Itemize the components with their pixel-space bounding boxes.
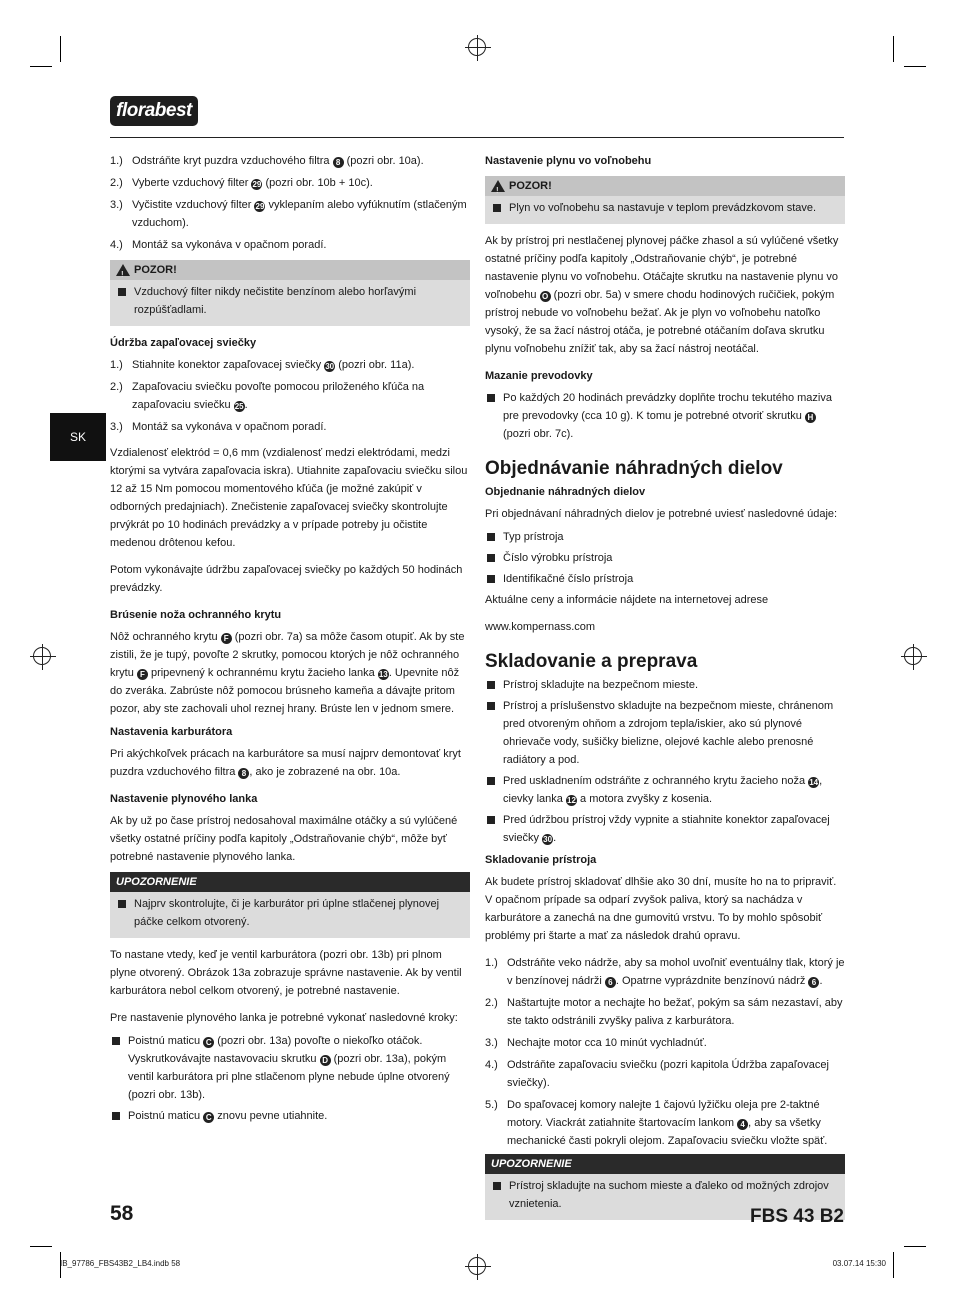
bullet-icon bbox=[112, 1112, 120, 1120]
print-date: 03.07.14 15:30 bbox=[832, 1259, 886, 1268]
note-box: UPOZORNENIE Prístroj skladujte na suchom mieste a ďaleko od možných zdrojov vznietenia. bbox=[485, 1154, 845, 1220]
paragraph: Nôž ochranného krytu F (pozri obr. 7a) sa môže časom otupiť. Ak by ste zistili, že je tupý, povoľte 2 skrutky, pomocou ktorých je nôž ochranného krytu F pripevnený k ochrannému krytu žacieho lanka 13. Upevnite nôž do zveráka. Zabrúste nôž pomocou brúsneho kameňa a dávajte pritom pozor, aby ste zachovali uhol reznej hrany. Brúste len v jednom smere. bbox=[110, 631, 465, 715]
bullet-icon bbox=[487, 777, 495, 785]
registration-mark-icon bbox=[468, 1257, 486, 1275]
warning-box: ! POZOR! Vzduchový filter nikdy nečistite benzínom alebo horľavými rozpúšťadlami. bbox=[110, 260, 470, 326]
bullet-icon bbox=[487, 394, 495, 402]
registration-mark-icon bbox=[33, 647, 51, 665]
bullet-item: Po každých 20 hodinách prevádzky doplňte trochu tekutého maziva pre prevodovky (cca 10 g). K tomu je potrebné otvoriť skrutku H (pozri obr. 7c). bbox=[485, 389, 845, 443]
step: 1.) Odstráňte kryt puzdra vzduchového filtra 8 (pozri obr. 10a). bbox=[110, 155, 424, 167]
section-heading: Skladovanie prístroja bbox=[485, 854, 597, 866]
registration-mark-icon bbox=[904, 647, 922, 665]
paragraph: Pre nastavenie plynového lanka je potrebné vykonať nasledovné kroky: bbox=[110, 1012, 458, 1024]
registration-mark-icon bbox=[468, 38, 486, 56]
bullet-item: Prístroj skladujte na bezpečnom mieste. bbox=[485, 676, 845, 694]
section-heading: Objednanie náhradných dielov bbox=[485, 486, 646, 498]
paragraph: Aktuálne ceny a informácie nájdete na internetovej adrese bbox=[485, 594, 769, 606]
chapter-heading: Skladovanie a preprava bbox=[485, 651, 698, 672]
section-heading: Údržba zapaľovacej sviečky bbox=[110, 337, 257, 349]
note-box: UPOZORNENIE Najprv skontrolujte, či je karburátor pri úplne stlačenej plynovej páčke celkom otvorený. bbox=[110, 872, 470, 938]
warning-icon bbox=[491, 180, 505, 192]
bullet-item: Typ prístroja bbox=[485, 528, 845, 546]
paragraph: Pri objednávaní náhradných dielov je potrebné uviesť nasledovné údaje: bbox=[485, 508, 838, 520]
section-heading: Nastavenie plynového lanka bbox=[110, 793, 258, 805]
bullet-icon bbox=[487, 533, 495, 541]
left-column: 1.) Odstráňte kryt puzdra vzduchového filtra 8 (pozri obr. 10a). 2.) Vyberte vzduchový filter 29 (pozri obr. 10b + 10c). 3.) Vyčistite vzduchový filter 29 vyklepaním alebo vyfúknutím (stlačeným vzduchom). 4.) Montáž sa vykonáva v opačnom poradí. ! POZOR! Vzduchový filter nikdy nečistite benzínom alebo horľavými rozpúšťadlami. Údržba zapaľovacej sviečky 1.) Stiahnite konektor zapaľovacej sviečky 30 (pozri obr. 11a). 2.) Zapaľovaciu sviečku povoľte pomocou priloženého kľúča na zapaľovaciu sviečku 25. 3.) Montáž sa vykonáva v opačnom poradí. Vzdialenosť elektród = 0,6 mm (vzdialenosť medzi elektródami, medzi ktorými sa vytvára zapaľovacia iskra). Utiahnite zapaľovaciu sviečku silou 12 až 15 Nm pomocou momentového kľúča (je možné zakúpiť v odborných predajniach). Znečistenie zapaľovacej sviečky skontrolujte prvýkrát po 10 hodinách prevádzky a v prípade potreby ju očistite medenou drôtenou kefou. Potom vykonávajte údržbu zapaľovacej sviečky po každých 50 hodinách prevádzky. Brúsenie noža ochranného krytu Nôž ochranného krytu F (pozri obr. 7a) sa môže časom otupiť. Ak by ste zistili, že je tupý, povoľte 2 skrutky, pomocou ktorých je nôž ochranného krytu F pripevnený k ochrannému krytu žacieho lanka 13. Upevnite nôž do zveráka. Zabrúste nôž pomocou brúsneho kameňa a dávajte pritom pozor, aby ste zachovali uhol reznej hrany. Brúste len v jednom smere. Nastavenia karburátora Pri akýchkoľvek prácach na karburátore sa musí najprv demontovať kryt puzdra vzduchového filtra 8 , ako je zobrazené na obr. 10a. Nastavenie plynového lanka Ak by už po čase prístroj nedosahoval maximálne otáčky a sú vylúčené všetky ostatné príčiny podľa kapitoly „Odstraňovanie chýb“, môže byť potrebné nastavenie plynového lanka. UPOZORNENIE Najprv skontrolujte, či je karburátor pri úplne stlačenej plynovej páčke celkom otvorený. To nastane vtedy, keď je ventil karburátora (pozri obr. 13b) pri plnom plyne otvorený. Obrázok 13a zobrazuje správne nastavenie. Ak by ventil karburátora nebol celkom otvorený, je potrebné nastavenie. Pre nastavenie plynového lanka je potrebné vykonať nasledovné kroky: Poistnú maticu C (pozri obr. 13a) povoľte o niekoľko otáčok. Vyskrutkovávajte nastavovaciu skrutku D (pozri obr. 13a), pokým ventil karburátora pri plne stlačenom plyne nebude úplne otvorený (pozri obr. 13b). Poistnú maticu C znovu pevne utiahnite. bbox=[110, 152, 470, 1128]
callout-icon: H bbox=[805, 412, 816, 423]
paragraph: Ak by už po čase prístroj nedosahoval maximálne otáčky a sú vylúčené všetky ostatné príčiny podľa kapitoly „Odstraňovanie chýb“, môže byť potrebné nastavenie plynového lanka. bbox=[110, 815, 458, 863]
callout-icon: D bbox=[320, 1055, 331, 1066]
bullet-icon bbox=[487, 702, 495, 710]
bullet-item: Poistnú maticu C znovu pevne utiahnite. bbox=[110, 1107, 470, 1125]
bullet-icon bbox=[487, 816, 495, 824]
chapter-heading: Objednávanie náhradných dielov bbox=[485, 458, 783, 479]
paragraph: Potom vykonávajte údržbu zapaľovacej sviečky po každých 50 hodinách prevádzky. bbox=[110, 564, 463, 594]
paragraph: To nastane vtedy, keď je ventil karburátora (pozri obr. 13b) pri plnom plyne otvorený. Obrázok 13a zobrazuje správne nastavenie. Ak by ventil karburátora nebol celkom otvorený, je potrebné nastavenie. bbox=[110, 949, 462, 997]
bullet-icon bbox=[487, 554, 495, 562]
bullet-icon bbox=[118, 900, 126, 908]
print-file-info: IB_97786_FBS43B2_LB4.indb 58 bbox=[60, 1259, 181, 1268]
bullet-item: Identifikačné číslo prístroja bbox=[485, 570, 845, 588]
paragraph: Pri akýchkoľvek prácach na karburátore sa musí najprv demontovať kryt puzdra vzduchového filtra 8 , ako je zobrazené na obr. 10a. bbox=[110, 748, 461, 778]
callout-icon: 6 bbox=[605, 977, 616, 988]
callout-icon: O bbox=[540, 291, 551, 302]
callout-icon: 25 bbox=[234, 402, 244, 411]
warning-icon bbox=[116, 264, 130, 276]
bullet-icon bbox=[493, 1182, 501, 1190]
bullet-icon bbox=[112, 1037, 120, 1045]
bullet-icon bbox=[118, 288, 126, 296]
crop-mark bbox=[30, 1246, 52, 1247]
bullet-item: Prístroj a príslušenstvo skladujte na bezpečnom mieste, chránenom pred otvoreným ohňom a zdrojom tepla/iskier, ako sú plynové ohrievače vody, sušičky bielizne, olejové kachle alebo prenosné radiátory a pod. bbox=[485, 697, 845, 769]
paragraph: Vzdialenosť elektród = 0,6 mm (vzdialenosť medzi elektródami, medzi ktorými sa vytvára zapaľovacia iskra). Utiahnite zapaľovaciu sviečku silou 12 až 15 Nm pomocou momentového kľúča (je možné zakúpiť v odborných predajniach). Znečistenie zapaľovacej sviečky skontrolujte prvýkrát po 10 hodinách prevádzky a v prípade potreby ju očistite medenou drôtenou kefou. bbox=[110, 447, 468, 549]
crop-mark bbox=[893, 36, 894, 62]
callout-icon: 29 bbox=[252, 180, 262, 189]
bullet-item: Poistnú maticu C (pozri obr. 13a) povoľte o niekoľko otáčok. Vyskrutkovávajte nastavovaciu skrutku D (pozri obr. 13a), pokým ventil karburátora pri plne stlačenom plyne nebude úplne otvorený (pozri obr. 13b). bbox=[110, 1032, 470, 1104]
section-heading: Nastavenia karburátora bbox=[110, 726, 233, 738]
bullet-item: Pred údržbou prístroj vždy vypnite a stiahnite konektor zapaľovacej sviečky 30. bbox=[485, 811, 845, 847]
warning-box: ! POZOR! Plyn vo voľnobehu sa nastavuje v teplom prevádzkovom stave. bbox=[485, 176, 845, 224]
callout-icon: C bbox=[203, 1037, 214, 1048]
callout-icon: C bbox=[203, 1112, 214, 1123]
bullet-item: Číslo výrobku prístroja bbox=[485, 549, 845, 567]
crop-mark bbox=[904, 1246, 926, 1247]
callout-icon: 6 bbox=[808, 977, 819, 988]
callout-icon: 14 bbox=[809, 778, 819, 787]
bullet-icon bbox=[493, 204, 501, 212]
callout-icon: 30 bbox=[325, 362, 335, 371]
step: 3.) Vyčistite vzduchový filter 29 vyklepaním alebo vyfúknutím (stlačeným vzduchom). bbox=[110, 199, 467, 229]
crop-mark bbox=[30, 66, 52, 67]
step: 4.) Montáž sa vykonáva v opačnom poradí. bbox=[110, 239, 327, 251]
callout-icon: F bbox=[221, 633, 232, 644]
step: 2.) Vyberte vzduchový filter 29 (pozri obr. 10b + 10c). bbox=[110, 177, 373, 189]
section-heading: Brúsenie noža ochranného krytu bbox=[110, 609, 282, 621]
page-number: 58 bbox=[110, 1202, 134, 1225]
callout-icon: 29 bbox=[255, 202, 265, 211]
section-heading: Nastavenie plynu vo voľnobehu bbox=[485, 155, 652, 167]
callout-icon: 30 bbox=[543, 835, 553, 844]
right-column: Nastavenie plynu vo voľnobehu ! POZOR! Plyn vo voľnobehu sa nastavuje v teplom prevádzkovom stave. Ak by prístroj pri nestlačenej plynovej páčke zhasol a sú vylúčené všetky ostatné príčiny podľa kapitoly „Odstraňovanie chýb“, je potrebné nastavenie plynu vo voľnobehu. Otáčajte skrutku na nastavenie plynu vo voľnobehu O (pozri obr. 5a) v smere chodu hodinových ručičiek, pokým prístroj nebude vo voľnobehu bežať. Ak je plyn vo voľnobehu natoľko vysoký, že sa žací nástroj otáča, je potrebné otáčaním doľava skrutku plynu voľnobehu znížiť tak, aby sa žací nástroj neotáčal. Mazanie prevodovky Po každých 20 hodinách prevádzky doplňte trochu tekutého maziva pre prevodovky (cca 10 g). K tomu je potrebné otvoriť skrutku H (pozri obr. 7c). Objednávanie náhradných dielov Objednanie náhradných dielov Pri objednávaní náhradných dielov je potrebné uviesť nasledovné údaje: Typ prístroja Číslo výrobku prístroja Identifikačné číslo prístroja Aktuálne ceny a informácie nájdete na internetovej adrese www.kompernass.com Skladovanie a preprava Prístroj skladujte na bezpečnom mieste. Prístroj a príslušenstvo skladujte na bezpečnom mieste, chránenom pred otvoreným ohňom a zdrojom tepla/iskier, ako sú plynové ohrievače vody, sušičky bielizne, olejové kachle alebo prenosné radiátory a pod. Pred uskladnením odstráňte z ochranného krytu žacieho noža 14, cievky lanka 12 a motora zvyšky z kosenia. Pred údržbou prístroj vždy vypnite a stiahnite konektor zapaľovacej sviečky 30. Skladovanie prístroja Ak budete prístroj skladovať dlhšie ako 30 dní, musíte ho na to pripraviť. V opačnom prípade sa odparí zvyšok paliva, ktorý sa nachádza v karburátore a zanechá na dne gumovitú vrstvu. To by mohlo spôsobiť problémy pri štarte a mať za následok drahú opravu. 1.) Odstráňte veko nádrže, aby sa mohol uvoľniť eventuálny tlak, ktorý je v benzínovej nádrži 6 . Opatrne vyprázdnite benzínovú nádrž 6 . 2.) Naštartujte motor a nechajte ho bežať, pokým sa sám nezastaví, aby ste takto odstránili zvyšky paliva z karburátora. 3.) Nechajte motor cca 10 minút vychladnúť. 4.) Odstráňte zapaľovaciu sviečku (pozri kapitola Údržba zapaľovacej sviečky). 5.) Do spaľovacej komory nalejte 1 čajovú lyžičku oleja pre 2-taktné motory. Viackrát zatiahnite štartovacím lankom 4 , aby sa všetky mechanické časti pokryli olejom. Zapaľovaciu sviečku vložte späť. UPOZORNENIE Prístroj skladujte na suchom mieste a ďaleko od možných zdrojov vznietenia. bbox=[485, 152, 845, 1228]
header-rule bbox=[110, 137, 844, 138]
bullet-item: Pred uskladnením odstráňte z ochranného krytu žacieho noža 14, cievky lanka 12 a motora zvyšky z kosenia. bbox=[485, 772, 845, 808]
brand-logo: florabest bbox=[110, 96, 198, 126]
section-heading: Mazanie prevodovky bbox=[485, 370, 593, 382]
crop-mark bbox=[893, 1252, 894, 1278]
callout-icon: 13 bbox=[378, 670, 388, 679]
website-url: www.kompernass.com bbox=[485, 621, 596, 633]
crop-mark bbox=[60, 36, 61, 62]
callout-icon: F bbox=[137, 669, 148, 680]
callout-icon: 8 bbox=[238, 768, 249, 779]
callout-icon: 12 bbox=[567, 796, 576, 805]
model-name: FBS 43 B2 bbox=[750, 1206, 844, 1227]
bullet-icon bbox=[487, 575, 495, 583]
language-tab: SK bbox=[50, 413, 106, 461]
callout-icon: 8 bbox=[333, 157, 344, 168]
crop-mark bbox=[904, 66, 926, 67]
paragraph: Ak by prístroj pri nestlačenej plynovej páčke zhasol a sú vylúčené všetky ostatné príčiny podľa kapitoly „Odstraňovanie chýb“, je potrebné nastavenie plynu vo voľnobehu. Otáčajte skrutku na nastavenie plynu vo voľnobehu O (pozri obr. 5a) v smere chodu hodinových ručičiek, pokým prístroj nebude vo voľnobehu bežať. Ak je plyn vo voľnobehu natoľko vysoký, že sa žací nástroj otáča, je potrebné otáčaním doľava skrutku plynu voľnobehu znížiť tak, aby sa žací nástroj neotáčal. bbox=[485, 235, 839, 355]
callout-icon: 4 bbox=[737, 1119, 748, 1130]
bullet-icon bbox=[487, 681, 495, 689]
paragraph: Ak budete prístroj skladovať dlhšie ako 30 dní, musíte ho na to pripraviť. V opačnom prípade sa odparí zvyšok paliva, ktorý sa nachádza v karburátore a zanechá na dne gumovitú vrstvu. To by mohlo spôsobiť problémy pri štarte a mať za následok drahú opravu. bbox=[485, 876, 837, 942]
